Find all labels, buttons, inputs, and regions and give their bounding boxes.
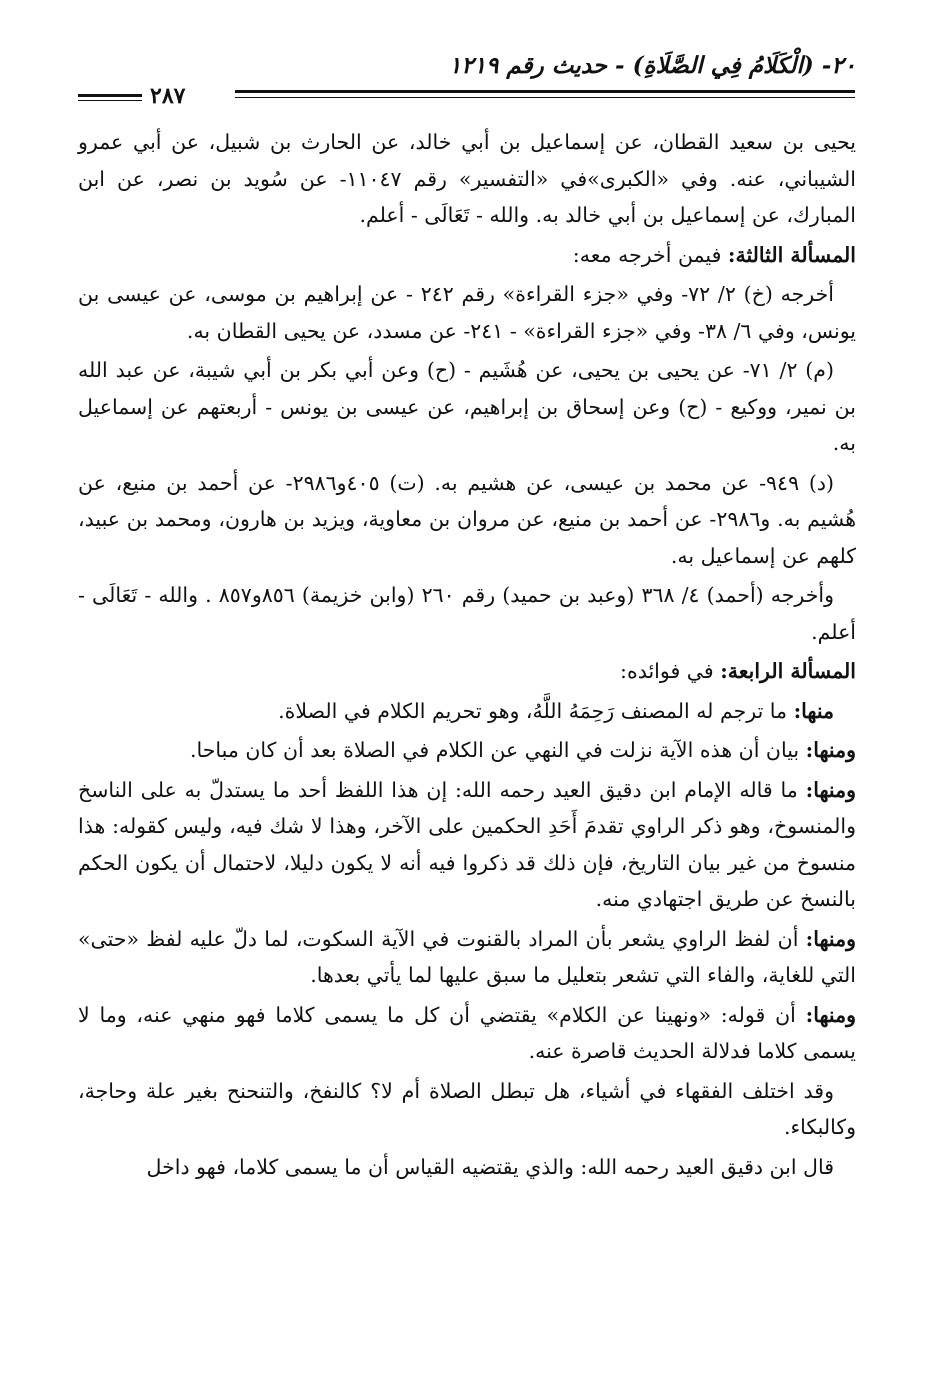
paragraph [78, 124, 856, 234]
paragraph [78, 693, 856, 730]
paragraph-text: أن لفظ الراوي يشعر بأن المراد بالقنوت في الآية السكوت، لما دلّ عليه لفظ «حتى» التي للغاية، والفاء التي تشعر بتعليل ما سبق عليها لما يأتي بعدها. [78, 926, 856, 987]
paragraph-text: قال ابن دقيق العيد رحمه الله: والذي يقتضيه القياس أن ما يسمى كلاما، فهو داخل [146, 1154, 834, 1179]
page-number-rule [78, 94, 142, 97]
paragraph-text: (د) ٩٤٩- عن محمد بن عيسى، عن هشيم به. (ت) ٤٠٥و٢٩٨٦- عن أحمد بن منيع، عن هُشيم به. و٢٩٨٦- عن أحمد بن منيع، عن مروان بن معاوية، ويزيد بن هارون، ومحمد بن عبيد، كلهم عن إسماعيل به. [78, 470, 857, 568]
paragraph [78, 577, 856, 650]
paragraph-text: أخرجه (خ) ٢/ ٧٢- وفي «جزء القراءة» رقم ٢٤٢ - عن إبراهيم بن موسى، عن عيسى بن يونس، وفي ٦/ ٣٨- وفي «جزء القراءة» - ٢٤١- عن مسدد، عن يحيى القطان به. [78, 282, 856, 343]
section-heading: المسألة الرابعة: [720, 659, 856, 683]
paragraph-text: وأخرجه (أحمد) ٤/ ٣٦٨ (وعبد بن حميد) رقم ٢٦٠ (وابن خزيمة) ٨٥٦و٨٥٧ . والله - تَعَالَى - أعلم. [78, 583, 856, 644]
paragraph-text: وقد اختلف الفقهاء في أشياء، هل تبطل الصلاة أم لا؟ كالنفخ، والتنحنح بغير علة وحاجة، وكالبكاء. [78, 1078, 856, 1139]
header-title: ٢٠- (الْكَلَامُ فِي الصَّلَاةِ) - حديث رقم ١٢١٩ [448, 52, 856, 79]
paragraph-text: ما قاله الإمام ابن دقيق العيد رحمه الله: إن هذا اللفظ أحد ما يستدلّ به على الناسخ والمنسوخ، وهو ذكر الراوي تقدمَ أَحَدِ الحكمين على الآخر، وهذا لا شك فيه، وليس كقوله: هذا منسوخ من غير بيان التاريخ، فإن ذلك قد ذكروا فيه أنه لا يكون دليلا، لاحتمال أن يكون الحكم بالنسخ عن طريق اجتهادي منه. [78, 777, 856, 911]
point-label: منها: [793, 698, 834, 723]
paragraph-text: فيمن أخرجه معه: [572, 242, 722, 267]
paragraph-text: ما ترجم له المصنف رَحِمَهُ اللَّهُ، وهو تحريم الكلام في الصلاة. [278, 698, 788, 723]
point-label: ومنها: [805, 777, 856, 802]
paragraph [78, 732, 856, 769]
paragraph-text: أن قوله: «ونهينا عن الكلام» يقتضي أن كل ما يسمى كلاما فهو منهي عنه، وما لا يسمى كلاما فدلالة الحديث قاصرة عنه. [78, 1002, 856, 1063]
paragraph [78, 653, 856, 690]
paragraph-text: في فوائده: [620, 659, 714, 683]
page-number-rule-thin [78, 100, 142, 101]
paragraph [78, 352, 856, 462]
page-number: ٢٨٧ [150, 83, 186, 109]
paragraph [78, 465, 856, 575]
header-rule [235, 90, 855, 93]
header-rule-thin [235, 97, 855, 98]
paragraph-text: يحيى بن سعيد القطان، عن إسماعيل بن أبي خالد، عن الحارث بن شبيل، عن أبي عمرو الشيباني، عنه. وفي «الكبرى»في «التفسير» رقم ١١٠٤٧- عن سُويد بن نصر، عن ابن المبارك، عن إسماعيل بن أبي خالد به. والله - تَعَالَى - أعلم. [78, 130, 856, 227]
point-label: ومنها: [805, 926, 856, 951]
paragraph [78, 1073, 856, 1146]
paragraph [78, 237, 856, 274]
point-label: ومنها: [805, 1002, 856, 1027]
paragraph [78, 997, 856, 1070]
paragraph [78, 1149, 856, 1186]
paragraph-text: (م) ٢/ ٧١- عن يحيى بن يحيى، عن هُشَيم - (ح) وعن أبي بكر بن أبي شيبة، عن عبد الله بن نمير، ووكيع - (ح) وعن إسحاق بن إبراهيم، عن عيسى بن يونس - أربعتهم عن إسماعيل به. [78, 358, 856, 455]
section-heading: المسألة الثالثة: [727, 242, 856, 267]
paragraph-text: بيان أن هذه الآية نزلت في النهي عن الكلام في الصلاة بعد أن كان مباحا. [190, 738, 800, 762]
paragraph [78, 772, 856, 918]
paragraph [78, 276, 856, 349]
running-header [78, 52, 856, 92]
paragraph [78, 921, 856, 994]
point-label: ومنها: [805, 738, 856, 762]
page-body [78, 124, 856, 1188]
